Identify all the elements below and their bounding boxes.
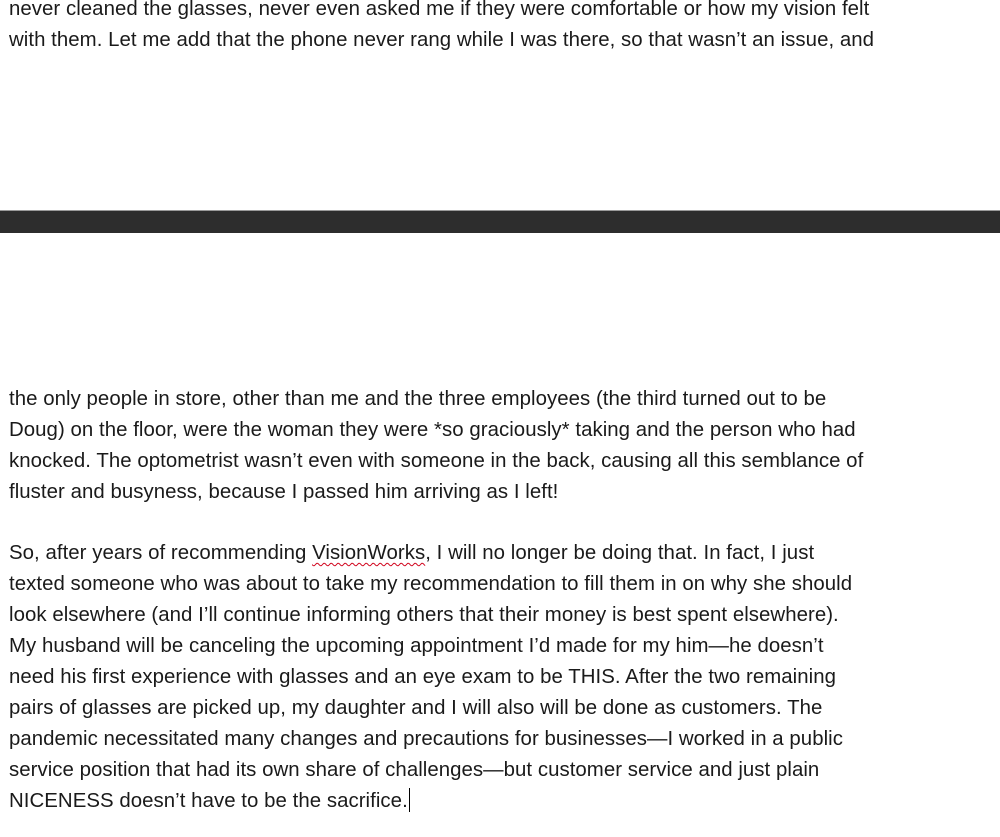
text-segment: NICENESS doesn’t have to be the sacrifice. bbox=[9, 790, 408, 812]
text-line: never cleaned the glasses, never even asked me if they were comfortable or how my vision felt bbox=[9, 0, 870, 20]
text-line: need his first experience with glasses and an eye exam to be THIS. After the two remaining bbox=[9, 666, 836, 688]
text-line: fluster and busyness, because I passed him arriving as I left! bbox=[9, 481, 559, 503]
text-line: look elsewhere (and I’ll continue informing others that their money is best spent elsewhere). bbox=[9, 604, 839, 626]
text-line: My husband will be canceling the upcoming appointment I’d made for my him—he doesn’t bbox=[9, 635, 824, 657]
text-line: Doug) on the floor, were the woman they were *so graciously* taking and the person who had bbox=[9, 419, 856, 441]
text-line: service position that had its own share of challenges—but customer service and just plain bbox=[9, 759, 820, 781]
document-page-bottom[interactable] bbox=[0, 233, 1000, 837]
paragraph-conclusion[interactable] bbox=[9, 538, 994, 817]
paragraph-continued[interactable] bbox=[9, 0, 994, 56]
misspelled-word[interactable]: VisionWorks bbox=[312, 542, 426, 564]
page-break-divider bbox=[0, 210, 1000, 233]
text-line bbox=[9, 538, 994, 569]
text-line: the only people in store, other than me and the three employees (the third turned out to be bbox=[9, 388, 827, 410]
text-line: with them. Let me add that the phone never rang while I was there, so that wasn’t an issue, and bbox=[9, 29, 875, 51]
text-segment: So, after years of recommending bbox=[9, 542, 313, 564]
text-segment: , I will no longer be doing that. In fact, I just bbox=[425, 542, 815, 564]
text-line: pairs of glasses are picked up, my daughter and I will also will be done as customers. The bbox=[9, 697, 823, 719]
text-cursor bbox=[409, 788, 411, 812]
text-line: pandemic necessitated many changes and precautions for businesses—I worked in a public bbox=[9, 728, 843, 750]
paragraph-store-people[interactable] bbox=[9, 384, 994, 508]
text-line: texted someone who was about to take my recommendation to fill them in on why she should bbox=[9, 573, 853, 595]
text-line: knocked. The optometrist wasn’t even with someone in the back, causing all this semblance of bbox=[9, 450, 864, 472]
text-line bbox=[9, 786, 994, 817]
document-page-top[interactable] bbox=[0, 0, 1000, 210]
